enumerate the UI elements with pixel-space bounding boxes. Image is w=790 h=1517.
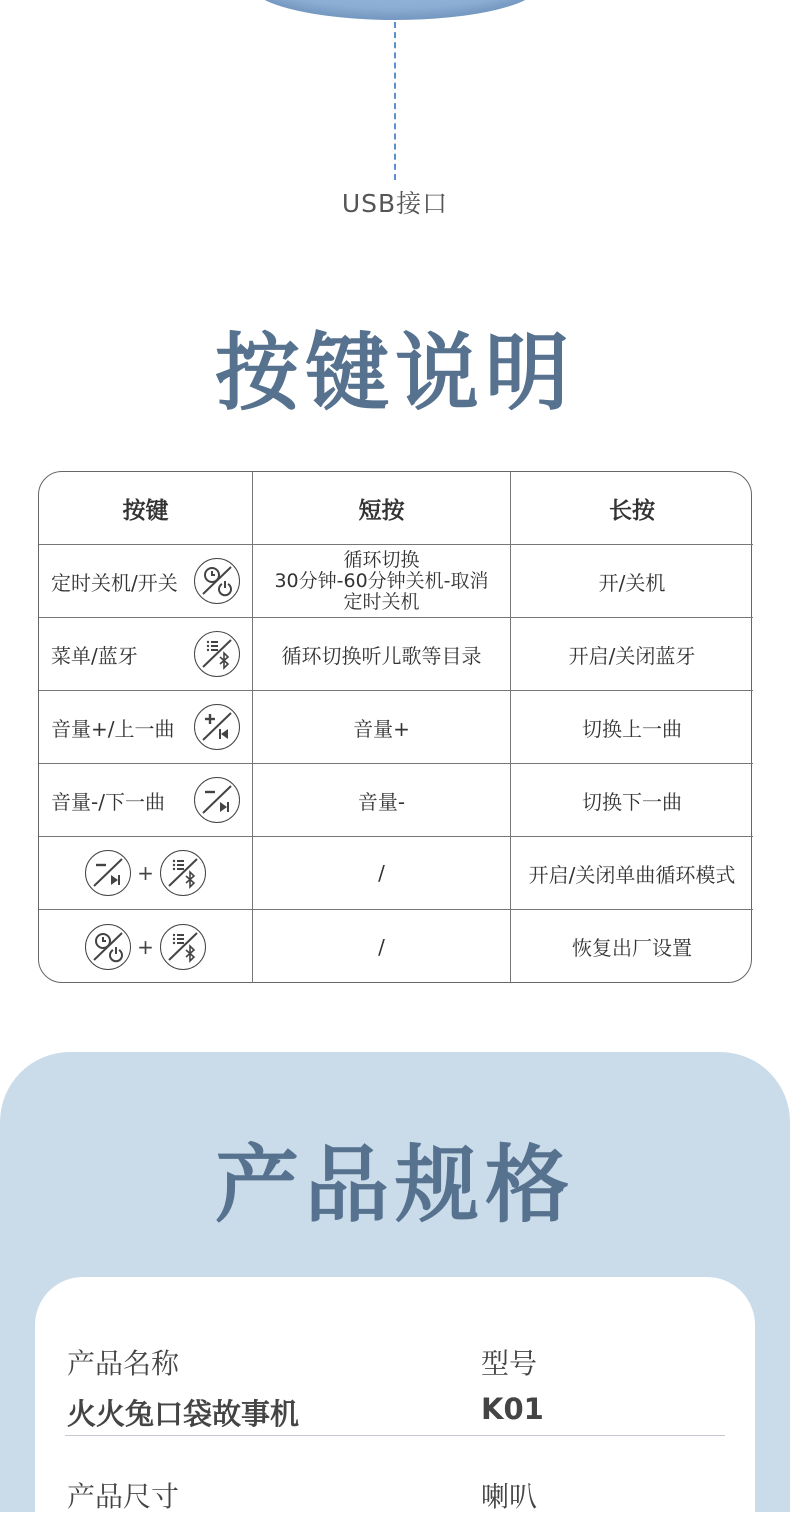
header-short-press: 短按 <box>253 472 511 544</box>
key-combo <box>85 850 206 896</box>
long-press-value: 切换上一曲 <box>582 716 682 741</box>
specs-section-title: 产品规格 <box>214 1136 575 1234</box>
menu-bluetooth-icon <box>194 631 240 677</box>
menu-bluetooth-icon <box>160 924 206 970</box>
table-row <box>39 837 753 910</box>
short-press-line: 定时关机 <box>343 590 420 613</box>
spec-divider <box>65 1435 725 1436</box>
menu-bluetooth-icon <box>160 850 206 896</box>
timer-power-icon <box>85 924 131 970</box>
volume-down-next-icon <box>85 850 131 896</box>
key-name: 定时关机/开关 <box>51 570 178 595</box>
table-header-row <box>39 472 753 545</box>
key-function-table <box>38 471 752 983</box>
short-press-line: 30分钟-60分钟关机-取消 <box>274 569 489 592</box>
spec-label: 产品尺寸 <box>67 1480 180 1513</box>
long-press-value: 切换下一曲 <box>582 789 682 814</box>
short-press-value: 循环切换听儿歌等目录 <box>253 618 511 690</box>
spec-model <box>481 1342 544 1426</box>
table-row <box>39 691 753 764</box>
spec-product-name <box>67 1342 299 1433</box>
specs-card <box>35 1277 755 1517</box>
keys-section-title: 按键说明 <box>214 324 575 422</box>
key-name: 菜单/蓝牙 <box>51 643 138 668</box>
spec-label: 型号 <box>481 1347 538 1380</box>
volume-up-prev-icon <box>194 704 240 750</box>
long-press-value: 开启/关闭单曲循环模式 <box>528 862 736 887</box>
spec-label: 喇叭 <box>481 1480 538 1513</box>
table-row <box>39 764 753 837</box>
plus-sign: + <box>137 861 154 885</box>
short-press-value: 音量- <box>253 764 511 836</box>
table-row <box>39 545 753 618</box>
key-name: 音量-/下一曲 <box>51 789 165 814</box>
spec-label: 产品名称 <box>67 1347 180 1380</box>
short-press-value: / <box>253 837 511 909</box>
table-row <box>39 910 753 983</box>
long-press-value: 开/关机 <box>598 570 666 595</box>
short-press-value: 音量+ <box>253 691 511 763</box>
long-press-value: 恢复出厂设置 <box>572 936 692 960</box>
usb-port-label: USB接口 <box>341 189 449 218</box>
short-press-value: / <box>253 910 511 983</box>
header-long-press: 长按 <box>609 497 655 524</box>
long-press-value: 开启/关闭蓝牙 <box>568 643 696 668</box>
short-press-line: 循环切换 <box>343 548 420 571</box>
timer-power-icon <box>194 558 240 604</box>
spec-value: 火火兔口袋故事机 <box>67 1397 300 1431</box>
key-combo <box>85 924 206 970</box>
plus-sign: + <box>137 934 154 959</box>
spec-size <box>67 1475 179 1515</box>
spec-value: K01 <box>481 1392 544 1426</box>
header-key: 按键 <box>39 472 253 544</box>
volume-down-next-icon <box>194 777 240 823</box>
device-bottom-image <box>248 0 542 20</box>
usb-pointer-line <box>394 22 396 180</box>
spec-speaker <box>481 1475 537 1515</box>
key-name: 音量+/上一曲 <box>51 716 175 741</box>
table-row <box>39 618 753 691</box>
